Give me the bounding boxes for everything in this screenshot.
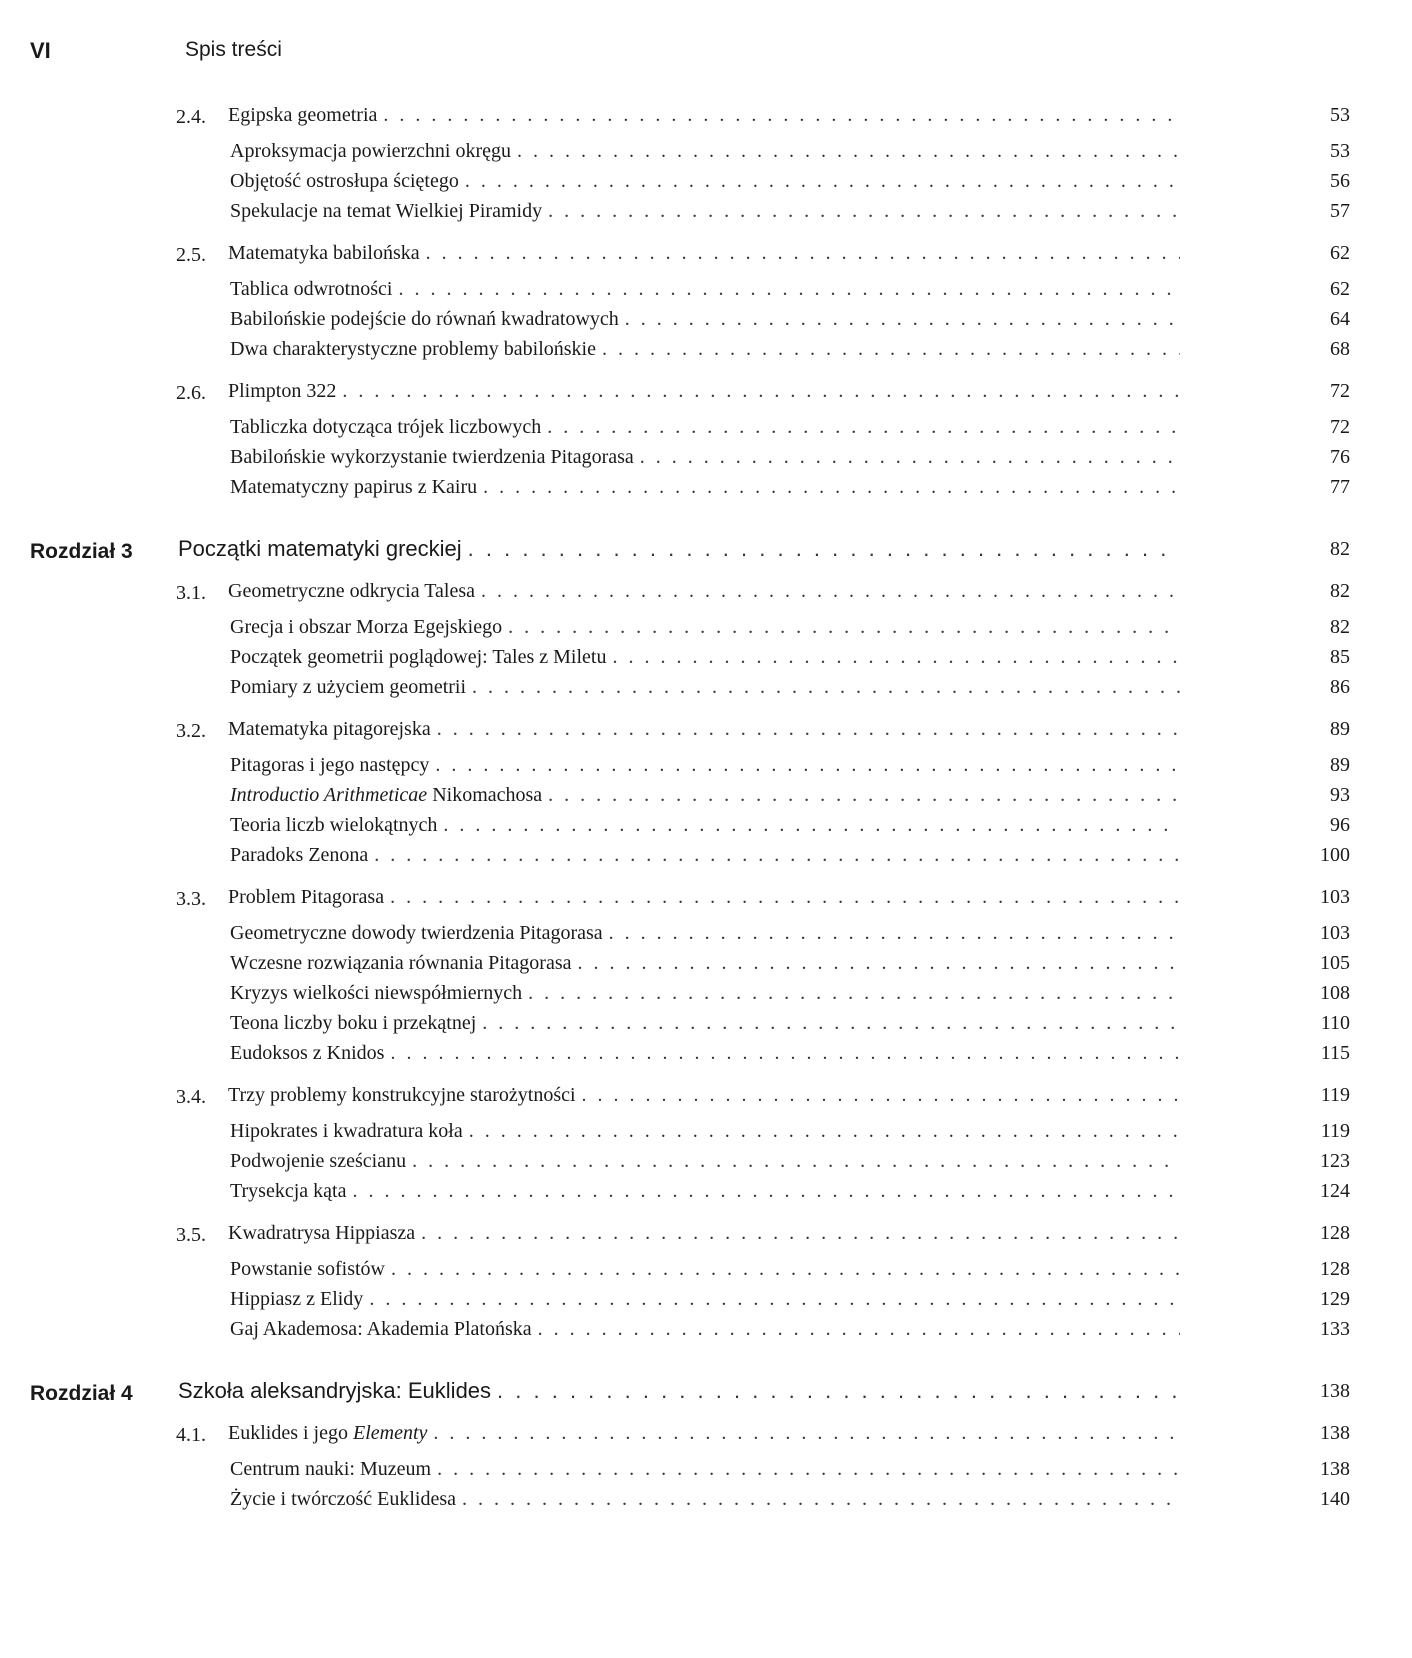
- toc-subsection: [0, 304, 1412, 334]
- entry-title-text: Trysekcja kąta: [230, 1180, 347, 1202]
- entry-title-line: [228, 100, 1180, 130]
- entry-title-text: Plimpton 322: [228, 380, 337, 402]
- page-reference: 138: [1320, 1458, 1350, 1480]
- entry-title-line: [230, 412, 1180, 442]
- entry-title: [230, 472, 483, 502]
- dot-leader: [578, 948, 1181, 978]
- toc-subsection: [0, 1254, 1412, 1284]
- dot-leader: [469, 1116, 1180, 1146]
- entry-title: [228, 714, 437, 744]
- entry-title-text: Matematyka pitagorejska: [228, 718, 431, 740]
- toc-subsection: [0, 1454, 1412, 1484]
- page-reference: 119: [1320, 1120, 1350, 1142]
- dot-leader: [497, 1376, 1180, 1406]
- page-reference: 64: [1330, 308, 1350, 330]
- section-number: 2.4.: [176, 106, 206, 128]
- dot-leader: [462, 1484, 1180, 1514]
- entry-title-line: [230, 196, 1180, 226]
- entry-title-line: [228, 376, 1180, 406]
- entry-title-text: Hipokrates i kwadratura koła: [230, 1120, 463, 1142]
- entry-title-line: [230, 810, 1180, 840]
- dot-leader: [482, 1008, 1180, 1038]
- entry-title-line: [228, 576, 1180, 606]
- entry-title-text: Gaj Akademosa: Akademia Platońska: [230, 1318, 532, 1340]
- toc-section: [0, 1080, 1412, 1110]
- entry-title-line: [230, 840, 1180, 870]
- dot-leader: [548, 196, 1180, 226]
- entry-title-line: [230, 442, 1180, 472]
- section-number: 4.1.: [176, 1424, 206, 1446]
- entry-title-line: [230, 1254, 1180, 1284]
- entry-title-text: Aproksymacja powierzchni okręgu: [230, 140, 512, 162]
- entry-title-italic: Elementy: [352, 1422, 428, 1444]
- page-reference: 119: [1320, 1084, 1350, 1106]
- dot-leader: [625, 304, 1180, 334]
- entry-title-text: Szkoła aleksandryjska: Euklides: [178, 1378, 492, 1403]
- dot-leader: [390, 882, 1180, 912]
- page-reference: 140: [1320, 1488, 1350, 1510]
- page-reference: 128: [1320, 1222, 1350, 1244]
- entry-title-text: Objętość ostrosłupa ściętego: [230, 170, 459, 192]
- entry-title: [230, 1038, 390, 1068]
- entry-title-italic: Introductio Arithmeticae: [230, 784, 428, 806]
- toc-subsection: [0, 1038, 1412, 1068]
- dot-leader: [391, 1254, 1180, 1284]
- entry-title: [230, 780, 548, 810]
- entry-title-line: [230, 978, 1180, 1008]
- entry-title-line: [228, 1418, 1180, 1448]
- entry-title-line: [230, 1038, 1180, 1068]
- entry-title-line: [228, 882, 1180, 912]
- entry-title-text: Egipska geometria: [228, 104, 378, 126]
- section-number: 3.5.: [176, 1224, 206, 1246]
- entry-title-line: [230, 672, 1180, 702]
- entry-title: [230, 918, 609, 948]
- entry-title: [230, 948, 578, 978]
- entry-title-text: Matematyczny papirus z Kairu: [230, 476, 478, 498]
- section-number: 3.4.: [176, 1086, 206, 1108]
- entry-title-main: Euklides i jego: [228, 1422, 353, 1444]
- dot-leader: [472, 672, 1180, 702]
- toc-chapter: [0, 1376, 1412, 1406]
- dot-leader: [398, 274, 1180, 304]
- entry-title-line: [230, 948, 1180, 978]
- page-reference: 76: [1330, 446, 1350, 468]
- entry-title-text: Problem Pitagorasa: [228, 886, 385, 908]
- dot-leader: [421, 1218, 1180, 1248]
- page-reference: 103: [1320, 922, 1350, 944]
- entry-title-text: Spekulacje na temat Wielkiej Piramidy: [230, 200, 543, 222]
- entry-title: [228, 576, 481, 606]
- page-reference: 77: [1330, 476, 1350, 498]
- entry-title-line: [230, 1454, 1180, 1484]
- page-reference: 72: [1330, 416, 1350, 438]
- dot-leader: [465, 166, 1180, 196]
- dot-leader: [481, 576, 1180, 606]
- page-reference: 89: [1330, 754, 1350, 776]
- toc-subsection: [0, 136, 1412, 166]
- table-of-contents: [0, 100, 1412, 1514]
- dot-leader: [390, 1038, 1180, 1068]
- chapter-label: Rozdział 4: [30, 1382, 133, 1405]
- entry-title: [230, 1008, 482, 1038]
- entry-title: [228, 100, 383, 130]
- page-reference: 82: [1330, 580, 1350, 602]
- toc-subsection: [0, 780, 1412, 810]
- dot-leader: [602, 334, 1180, 364]
- toc-subsection: [0, 1484, 1412, 1514]
- dot-leader: [538, 1314, 1180, 1344]
- dot-leader: [437, 1454, 1180, 1484]
- entry-title-text: Geometryczne odkrycia Talesa: [228, 580, 476, 602]
- entry-title-text: Babilońskie podejście do równań kwadratowych: [230, 308, 619, 330]
- entry-title: [230, 1116, 469, 1146]
- page-reference: 62: [1330, 242, 1350, 264]
- page-reference: 123: [1320, 1150, 1350, 1172]
- entry-title-text: Pomiary z użyciem geometrii: [230, 676, 467, 698]
- dot-leader: [443, 810, 1180, 840]
- toc-subsection: [0, 810, 1412, 840]
- page-reference: 128: [1320, 1258, 1350, 1280]
- entry-title-line: [230, 780, 1180, 810]
- entry-title: [230, 1314, 538, 1344]
- dot-leader: [383, 100, 1180, 130]
- entry-title: [228, 1418, 433, 1448]
- entry-title-line: [230, 472, 1180, 502]
- entry-title: [228, 376, 342, 406]
- entry-title-line: [228, 1218, 1180, 1248]
- entry-title: [178, 534, 468, 564]
- entry-title: [230, 1254, 391, 1284]
- dot-leader: [548, 780, 1180, 810]
- entry-title-text: Trzy problemy konstrukcyjne starożytności: [228, 1084, 576, 1106]
- entry-title-text: Matematyka babilońska: [228, 242, 420, 264]
- page-reference: 57: [1330, 200, 1350, 222]
- page-reference: 82: [1330, 538, 1350, 560]
- toc-subsection: [0, 840, 1412, 870]
- toc-subsection: [0, 442, 1412, 472]
- entry-title: [230, 304, 625, 334]
- dot-leader: [437, 714, 1180, 744]
- section-number: 3.2.: [176, 720, 206, 742]
- entry-title-text: Centrum nauki: Muzeum: [230, 1458, 432, 1480]
- toc-subsection: [0, 166, 1412, 196]
- entry-title-text: Paradoks Zenona: [230, 844, 369, 866]
- dot-leader: [342, 376, 1180, 406]
- entry-title-text: Wczesne rozwiązania równania Pitagorasa: [230, 952, 572, 974]
- toc-subsection: [0, 1284, 1412, 1314]
- toc-subsection: [0, 948, 1412, 978]
- entry-title-text: Teona liczby boku i przekątnej: [230, 1012, 477, 1034]
- toc-subsection: [0, 1176, 1412, 1206]
- dot-leader: [483, 472, 1180, 502]
- entry-title-text: Eudoksos z Knidos: [230, 1042, 385, 1064]
- page-reference: 85: [1330, 646, 1350, 668]
- section-number: 3.3.: [176, 888, 206, 910]
- entry-title: [178, 1376, 497, 1406]
- toc-subsection: [0, 1314, 1412, 1344]
- dot-leader: [609, 918, 1180, 948]
- page-reference: 72: [1330, 380, 1350, 402]
- toc-subsection: [0, 642, 1412, 672]
- dot-leader: [547, 412, 1180, 442]
- page-reference: 103: [1320, 886, 1350, 908]
- entry-title-line: [230, 1116, 1180, 1146]
- entry-title: [230, 1176, 352, 1206]
- entry-title: [230, 750, 435, 780]
- page-reference: 138: [1320, 1380, 1350, 1402]
- page-number: VI: [30, 38, 51, 63]
- toc-chapter: [0, 534, 1412, 564]
- entry-title: [230, 642, 612, 672]
- dot-leader: [412, 1146, 1180, 1176]
- entry-title-text: Powstanie sofistów: [230, 1258, 385, 1280]
- page-reference: 82: [1330, 616, 1350, 638]
- dot-leader: [582, 1080, 1180, 1110]
- page-reference: 124: [1320, 1180, 1350, 1202]
- entry-title: [230, 136, 517, 166]
- entry-title-rest: Nikomachosa: [427, 784, 543, 806]
- toc-section: [0, 1418, 1412, 1448]
- page-reference: 108: [1320, 982, 1350, 1004]
- entry-title-text: Podwojenie sześcianu: [230, 1150, 407, 1172]
- toc-section: [0, 714, 1412, 744]
- page-reference: 110: [1320, 1012, 1350, 1034]
- entry-title-text: Pitagoras i jego następcy: [230, 754, 430, 776]
- entry-title-line: [228, 1080, 1180, 1110]
- entry-title: [230, 334, 602, 364]
- entry-title-line: [230, 166, 1180, 196]
- entry-title-line: [230, 1484, 1180, 1514]
- toc-section: [0, 376, 1412, 406]
- dot-leader: [426, 238, 1180, 268]
- toc-subsection: [0, 334, 1412, 364]
- toc-section: [0, 1218, 1412, 1248]
- toc-subsection: [0, 274, 1412, 304]
- entry-title-line: [230, 1314, 1180, 1344]
- toc-section: [0, 576, 1412, 606]
- entry-title-line: [230, 750, 1180, 780]
- toc-subsection: [0, 472, 1412, 502]
- section-number: 2.5.: [176, 244, 206, 266]
- entry-title-line: [230, 304, 1180, 334]
- toc-subsection: [0, 672, 1412, 702]
- entry-title-text: Początki matematyki greckiej: [178, 536, 462, 561]
- entry-title-text: Życie i twórczość Euklidesa: [230, 1488, 457, 1510]
- entry-title-text: Hippiasz z Elidy: [230, 1288, 364, 1310]
- entry-title-text: Początek geometrii poglądowej: Tales z Miletu: [230, 646, 607, 668]
- section-number: 3.1.: [176, 582, 206, 604]
- dot-leader: [433, 1418, 1180, 1448]
- entry-title-line: [230, 1176, 1180, 1206]
- dot-leader: [369, 1284, 1180, 1314]
- entry-title: [230, 274, 398, 304]
- entry-title-text: Tabliczka dotycząca trójek liczbowych: [230, 416, 542, 438]
- entry-title: [230, 810, 443, 840]
- dot-leader: [352, 1176, 1180, 1206]
- page-reference: 53: [1330, 140, 1350, 162]
- toc-subsection: [0, 918, 1412, 948]
- entry-title-line: [230, 274, 1180, 304]
- page-reference: 53: [1330, 104, 1350, 126]
- page-reference: 138: [1320, 1422, 1350, 1444]
- page-reference: 129: [1320, 1288, 1350, 1310]
- entry-title: [228, 1080, 582, 1110]
- entry-title: [228, 1218, 421, 1248]
- entry-title: [230, 196, 548, 226]
- dot-leader: [612, 642, 1180, 672]
- page-reference: 133: [1320, 1318, 1350, 1340]
- dot-leader: [508, 612, 1180, 642]
- entry-title-text: Tablica odwrotności: [230, 278, 393, 300]
- page-reference: 86: [1330, 676, 1350, 698]
- entry-title-line: [178, 534, 1180, 564]
- entry-title: [230, 840, 374, 870]
- toc-section: [0, 100, 1412, 130]
- entry-title-text: Dwa charakterystyczne problemy babilońskie: [230, 338, 596, 360]
- entry-title: [230, 672, 472, 702]
- entry-title-line: [230, 334, 1180, 364]
- section-number: 2.6.: [176, 382, 206, 404]
- entry-title-line: [230, 1146, 1180, 1176]
- entry-title: [230, 442, 640, 472]
- entry-title-text: Geometryczne dowody twierdzenia Pitagorasa: [230, 922, 603, 944]
- page-reference: 62: [1330, 278, 1350, 300]
- page-reference: 100: [1320, 844, 1350, 866]
- entry-title-text: Grecja i obszar Morza Egejskiego: [230, 616, 503, 638]
- entry-title-text: Kwadratrysa Hippiasza: [228, 1222, 416, 1244]
- dot-leader: [528, 978, 1180, 1008]
- entry-title: [230, 166, 465, 196]
- dot-leader: [435, 750, 1180, 780]
- page-reference: 93: [1330, 784, 1350, 806]
- entry-title: [230, 1454, 437, 1484]
- page-reference: 105: [1320, 952, 1350, 974]
- entry-title: [228, 238, 426, 268]
- toc-subsection: [0, 1008, 1412, 1038]
- entry-title-line: [230, 918, 1180, 948]
- toc-subsection: [0, 196, 1412, 226]
- entry-title: [230, 1484, 462, 1514]
- page-reference: 56: [1330, 170, 1350, 192]
- entry-title-text: Teoria liczb wielokątnych: [230, 814, 438, 836]
- toc-subsection: [0, 1116, 1412, 1146]
- toc-subsection: [0, 612, 1412, 642]
- entry-title-line: [228, 714, 1180, 744]
- entry-title: [230, 612, 508, 642]
- chapter-label: Rozdział 3: [30, 540, 133, 563]
- page-reference: 68: [1330, 338, 1350, 360]
- entry-title-line: [230, 1284, 1180, 1314]
- entry-title-text: Babilońskie wykorzystanie twierdzenia Pitagorasa: [230, 446, 634, 468]
- entry-title-line: [178, 1376, 1180, 1406]
- dot-leader: [517, 136, 1180, 166]
- toc-subsection: [0, 412, 1412, 442]
- toc-section: [0, 238, 1412, 268]
- toc-subsection: [0, 750, 1412, 780]
- dot-leader: [374, 840, 1180, 870]
- entry-title-line: [228, 238, 1180, 268]
- running-title: Spis treści: [185, 38, 282, 61]
- entry-title: [230, 978, 528, 1008]
- entry-title: [230, 412, 547, 442]
- page-reference: 96: [1330, 814, 1350, 836]
- toc-section: [0, 882, 1412, 912]
- page-reference: 115: [1320, 1042, 1350, 1064]
- entry-title: [230, 1284, 369, 1314]
- toc-subsection: [0, 978, 1412, 1008]
- entry-title: [228, 882, 390, 912]
- dot-leader: [640, 442, 1180, 472]
- entry-title-text: Kryzys wielkości niewspółmiernych: [230, 982, 523, 1004]
- page-reference: 89: [1330, 718, 1350, 740]
- entry-title-line: [230, 642, 1180, 672]
- entry-title: [230, 1146, 412, 1176]
- entry-title-line: [230, 136, 1180, 166]
- toc-subsection: [0, 1146, 1412, 1176]
- entry-title-line: [230, 612, 1180, 642]
- entry-title-line: [230, 1008, 1180, 1038]
- dot-leader: [468, 534, 1180, 564]
